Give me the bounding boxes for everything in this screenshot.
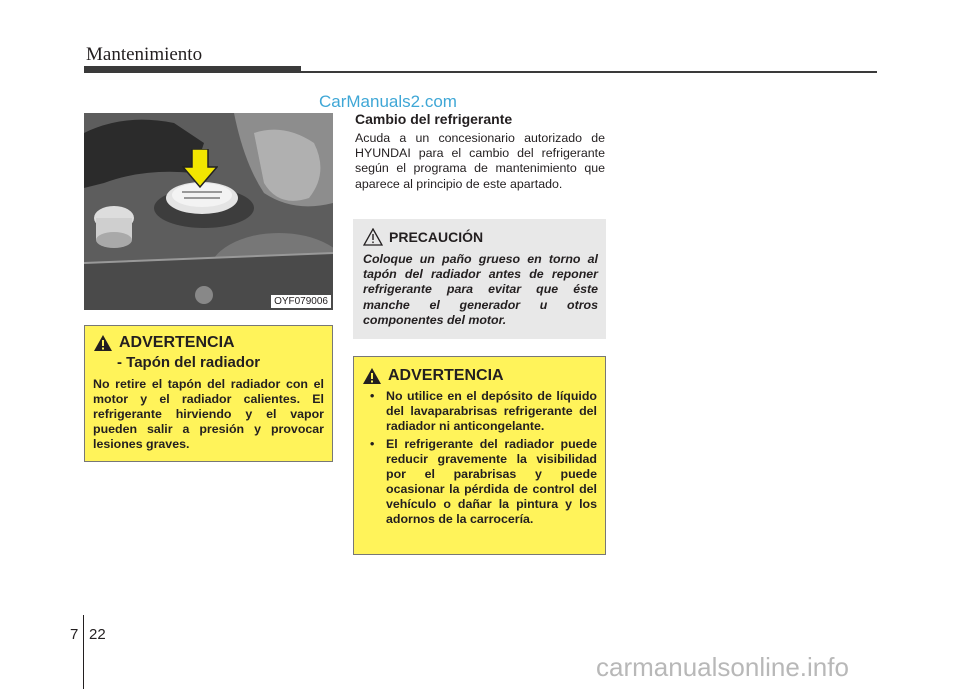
warning-triangle-icon [93,334,113,352]
section-title: Cambio del refrigerante [355,111,513,127]
warning-washer-fluid-box [353,356,606,555]
warning-title: ADVERTENCIA [388,367,504,384]
header-rule-thick [84,66,301,73]
caution-title: PRECAUCIÓN [389,229,484,245]
caution-text: Coloque un paño grueso en torno al tapón del radiador antes de reponer refrigerante para evitar que éste manche el generador u otros componentes del motor. [363,252,598,327]
warning-title-row [93,334,324,352]
warning-text: No retire el tapón del radiador con el motor y el radiador calientes. El refrigerante hirviendo y el vapor pueden salir a presión y provocar lesiones graves. [93,377,324,451]
warning-bullet: • El refrigerante del radiador puede reducir gravemente la visibilidad por el parabrisas y puede ocasionar la pérdida de control del vehículo o dañar la pintura y los adornos de la carrocería. [362,437,597,527]
photo-code-label: OYF079006 [271,295,331,308]
page-header-title: Mantenimiento [86,44,203,65]
engine-illustration [84,113,333,310]
arrow-down-icon [182,149,218,189]
page-number: 22 [89,626,106,643]
warning-bullet: • No utilice en el depósito de líquido del lavaparabrisas refrigerante del radiador ni anticongelante. [362,389,597,434]
header-rule-thin [301,71,877,73]
warning-triangle-icon [362,367,382,385]
chapter-number: 7 [70,626,79,643]
warning-bullet-list [362,389,597,527]
caution-title-row [363,228,598,246]
section-body: Acuda a un concesionario autorizado de HYUNDAI para el cambio del refrigerante según el programa de mantenimiento que aparece al principio de este apartado. [355,131,605,191]
radiator-cap-photo [84,113,333,310]
page-number-separator [83,615,84,689]
warning-subtitle: - Tapón del radiador [117,354,261,371]
watermark-top: CarManuals2.com [319,92,457,111]
caution-box [353,219,606,339]
warning-title: ADVERTENCIA [119,334,235,351]
caution-triangle-icon [363,228,383,246]
warning-radiator-cap-box [84,325,333,462]
warning-title-row [362,367,597,385]
watermark-bottom: carmanualsonline.info [596,652,849,682]
